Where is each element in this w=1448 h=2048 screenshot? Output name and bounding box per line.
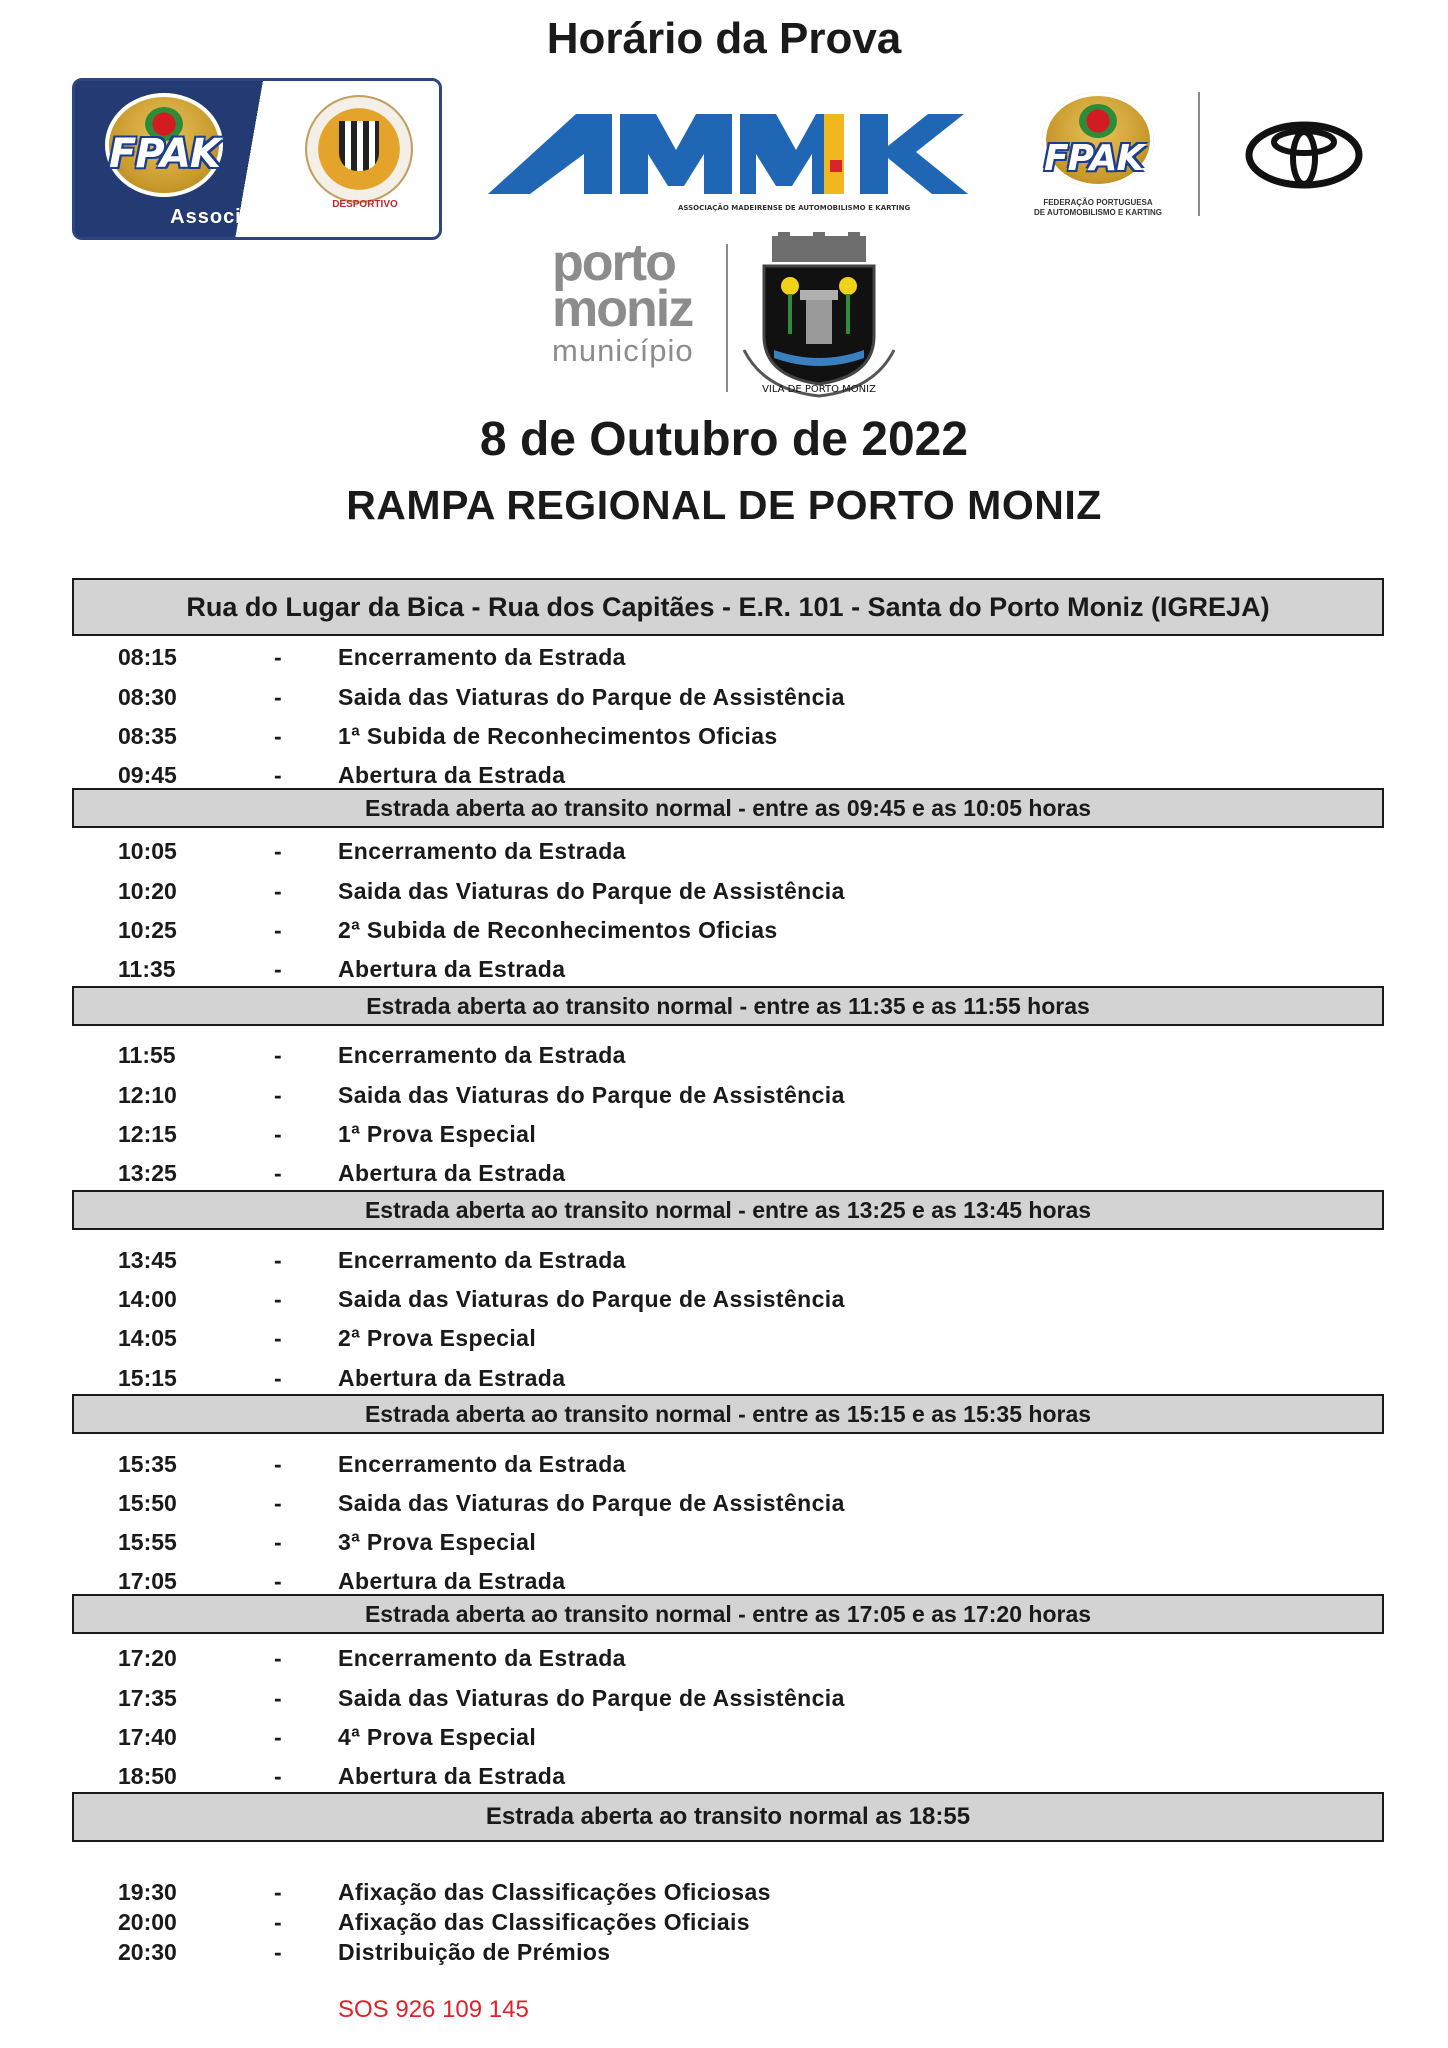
row-description: Abertura da Estrada (338, 1763, 566, 1789)
row-description: Abertura da Estrada (338, 1365, 566, 1391)
row-dash: - (274, 1568, 282, 1594)
logo-divider (1198, 92, 1200, 216)
row-time: 11:35 (118, 956, 176, 982)
road-open-notice: Estrada aberta ao transito normal - entre as 13:25 e as 13:45 horas (72, 1190, 1384, 1230)
schedule-row (0, 1643, 1448, 1673)
row-description: Saida das Viaturas do Parque de Assistência (338, 1685, 845, 1711)
schedule-row (0, 1527, 1448, 1557)
row-time: 17:35 (118, 1685, 177, 1711)
porto-moniz-divider (726, 244, 728, 392)
row-time: 08:30 (118, 684, 177, 710)
porto-moniz-word1: porto (552, 234, 675, 292)
row-dash: - (274, 1763, 282, 1789)
row-description: 1ª Prova Especial (338, 1121, 537, 1147)
fpak-federation-caption (1018, 198, 1178, 218)
row-description: Afixação das Classificações Oficiosas (338, 1879, 771, 1905)
ammk-caption: ASSOCIAÇÃO MADEIRENSE DE AUTOMOBILISMO E KARTING (678, 204, 911, 212)
row-description: 3ª Prova Especial (338, 1529, 537, 1555)
row-dash: - (274, 838, 282, 864)
club-crest-text: DESPORTIVO (332, 199, 398, 210)
schedule-row (0, 1158, 1448, 1188)
row-dash: - (274, 1490, 282, 1516)
schedule-row (0, 1722, 1448, 1752)
schedule-row (0, 1040, 1448, 1070)
row-description: Afixação das Classificações Oficiais (338, 1909, 750, 1935)
row-description: 1ª Subida de Reconhecimentos Oficias (338, 723, 778, 749)
toyota-emblem-icon (1244, 120, 1364, 190)
row-dash: - (274, 684, 282, 710)
row-description: Saida das Viaturas do Parque de Assistência (338, 1286, 845, 1312)
route-bar: Rua do Lugar da Bica - Rua dos Capitães - E.R. 101 - Santa do Porto Moniz (IGREJA) (72, 578, 1384, 636)
row-description: Encerramento da Estrada (338, 838, 626, 864)
schedule-row (0, 1245, 1448, 1275)
fpak-federation-text: FPAK (1044, 138, 1144, 179)
sos-phone: SOS 926 109 145 (338, 1996, 529, 2023)
row-time: 17:20 (118, 1645, 177, 1671)
row-dash: - (274, 878, 282, 904)
row-dash: - (274, 762, 282, 788)
schedule-row (0, 1907, 1448, 1937)
row-time: 17:05 (118, 1568, 177, 1594)
row-dash: - (274, 1082, 282, 1108)
row-time: 13:45 (118, 1247, 177, 1273)
schedule-row (0, 1449, 1448, 1479)
row-description: Abertura da Estrada (338, 956, 566, 982)
row-time: 08:35 (118, 723, 177, 749)
schedule-row (0, 721, 1448, 751)
road-open-notice: Estrada aberta ao transito normal - entre as 11:35 e as 11:55 horas (72, 986, 1384, 1026)
row-dash: - (274, 1247, 282, 1273)
porto-moniz-logo (552, 234, 722, 390)
road-open-notice: Estrada aberta ao transito normal - entre as 17:05 e as 17:20 horas (72, 1594, 1384, 1634)
row-description: Saida das Viaturas do Parque de Assistência (338, 878, 845, 904)
row-time: 20:30 (118, 1939, 177, 1965)
row-time: 15:15 (118, 1365, 177, 1391)
porto-moniz-coat-of-arms (734, 232, 904, 402)
club-crest-icon (305, 95, 413, 203)
schedule-row (0, 954, 1448, 984)
row-description: 2ª Subida de Reconhecimentos Oficias (338, 917, 778, 943)
row-description: Saida das Viaturas do Parque de Assistência (338, 1490, 845, 1516)
row-dash: - (274, 1042, 282, 1068)
associado-label: Associado FPAK (170, 206, 344, 228)
row-time: 11:55 (118, 1042, 176, 1068)
row-dash: - (274, 1939, 282, 1965)
row-time: 18:50 (118, 1763, 177, 1789)
ammk-logo-graphic (488, 110, 978, 220)
schedule-row (0, 682, 1448, 712)
row-time: 15:55 (118, 1529, 177, 1555)
schedule-row (0, 876, 1448, 906)
coat-of-arms-icon (734, 232, 904, 402)
porto-moniz-municipio: município (552, 333, 694, 368)
schedule-row (0, 1566, 1448, 1596)
fpak-federation-logo (1018, 90, 1178, 220)
row-time: 15:35 (118, 1451, 177, 1477)
row-description: Abertura da Estrada (338, 1160, 566, 1186)
road-open-notice: Estrada aberta ao transito normal - entre as 09:45 e as 10:05 horas (72, 788, 1384, 828)
row-time: 17:40 (118, 1724, 177, 1750)
page-title: Horário da Prova (546, 14, 902, 63)
row-dash: - (274, 723, 282, 749)
schedule-row (0, 1080, 1448, 1110)
row-dash: - (274, 1325, 282, 1351)
row-time: 14:00 (118, 1286, 177, 1312)
row-time: 10:05 (118, 838, 177, 864)
row-dash: - (274, 1286, 282, 1312)
row-dash: - (274, 1451, 282, 1477)
row-time: 19:30 (118, 1879, 177, 1905)
schedule-row (0, 1488, 1448, 1518)
row-dash: - (274, 956, 282, 982)
row-time: 14:05 (118, 1325, 177, 1351)
row-time: 13:25 (118, 1160, 177, 1186)
schedule-row (0, 1683, 1448, 1713)
row-description: Saida das Viaturas do Parque de Assistência (338, 684, 845, 710)
row-description: Encerramento da Estrada (338, 1042, 626, 1068)
event-name: RAMPA REGIONAL DE PORTO MONIZ (346, 482, 1102, 528)
row-time: 09:45 (118, 762, 177, 788)
fpak-caption-line2: DE AUTOMOBILISMO E KARTING (1034, 208, 1162, 217)
schedule-row (0, 1284, 1448, 1314)
fpak-assoc-text: FPAK (109, 131, 220, 177)
schedule-row (0, 760, 1448, 790)
row-dash: - (274, 1160, 282, 1186)
row-dash: - (274, 1724, 282, 1750)
row-time: 20:00 (118, 1909, 177, 1935)
schedule-row (0, 1877, 1448, 1907)
schedule-row (0, 1323, 1448, 1353)
schedule-row (0, 642, 1448, 672)
schedule-row (0, 836, 1448, 866)
schedule-row (0, 1937, 1448, 1967)
row-time: 10:20 (118, 878, 177, 904)
row-time: 12:10 (118, 1082, 177, 1108)
row-description: 4ª Prova Especial (338, 1724, 537, 1750)
row-description: Encerramento da Estrada (338, 1645, 626, 1671)
row-description: Abertura da Estrada (338, 1568, 566, 1594)
porto-moniz-word2: moniz (552, 280, 693, 338)
row-description: Encerramento da Estrada (338, 1247, 626, 1273)
event-date: 8 de Outubro de 2022 (479, 413, 969, 466)
row-time: 10:25 (118, 917, 177, 943)
schedule-row (0, 1761, 1448, 1791)
schedule-row (0, 915, 1448, 945)
fpak-associado-logo (72, 78, 442, 240)
row-dash: - (274, 1645, 282, 1671)
row-dash: - (274, 1685, 282, 1711)
schedule-row (0, 1119, 1448, 1149)
row-dash: - (274, 1365, 282, 1391)
row-description: Encerramento da Estrada (338, 644, 626, 670)
row-dash: - (274, 1909, 282, 1935)
schedule-row (0, 1363, 1448, 1393)
row-description: Abertura da Estrada (338, 762, 566, 788)
ammk-logo (488, 110, 978, 220)
row-time: 08:15 (118, 644, 177, 670)
row-description: Encerramento da Estrada (338, 1451, 626, 1477)
fpak-caption-line1: FEDERAÇÃO PORTUGUESA (1043, 198, 1153, 207)
row-dash: - (274, 917, 282, 943)
row-dash: - (274, 1529, 282, 1555)
road-open-notice-final: Estrada aberta ao transito normal as 18:55 (72, 1792, 1384, 1842)
coat-of-arms-text: VILA DE PORTO MONIZ (762, 384, 876, 395)
row-dash: - (274, 1879, 282, 1905)
toyota-logo (1244, 120, 1364, 190)
row-dash: - (274, 644, 282, 670)
row-description: Distribuição de Prémios (338, 1939, 611, 1965)
row-description: 2ª Prova Especial (338, 1325, 537, 1351)
row-time: 12:15 (118, 1121, 177, 1147)
row-description: Saida das Viaturas do Parque de Assistência (338, 1082, 845, 1108)
row-time: 15:50 (118, 1490, 177, 1516)
row-dash: - (274, 1121, 282, 1147)
road-open-notice: Estrada aberta ao transito normal - entre as 15:15 e as 15:35 horas (72, 1394, 1384, 1434)
